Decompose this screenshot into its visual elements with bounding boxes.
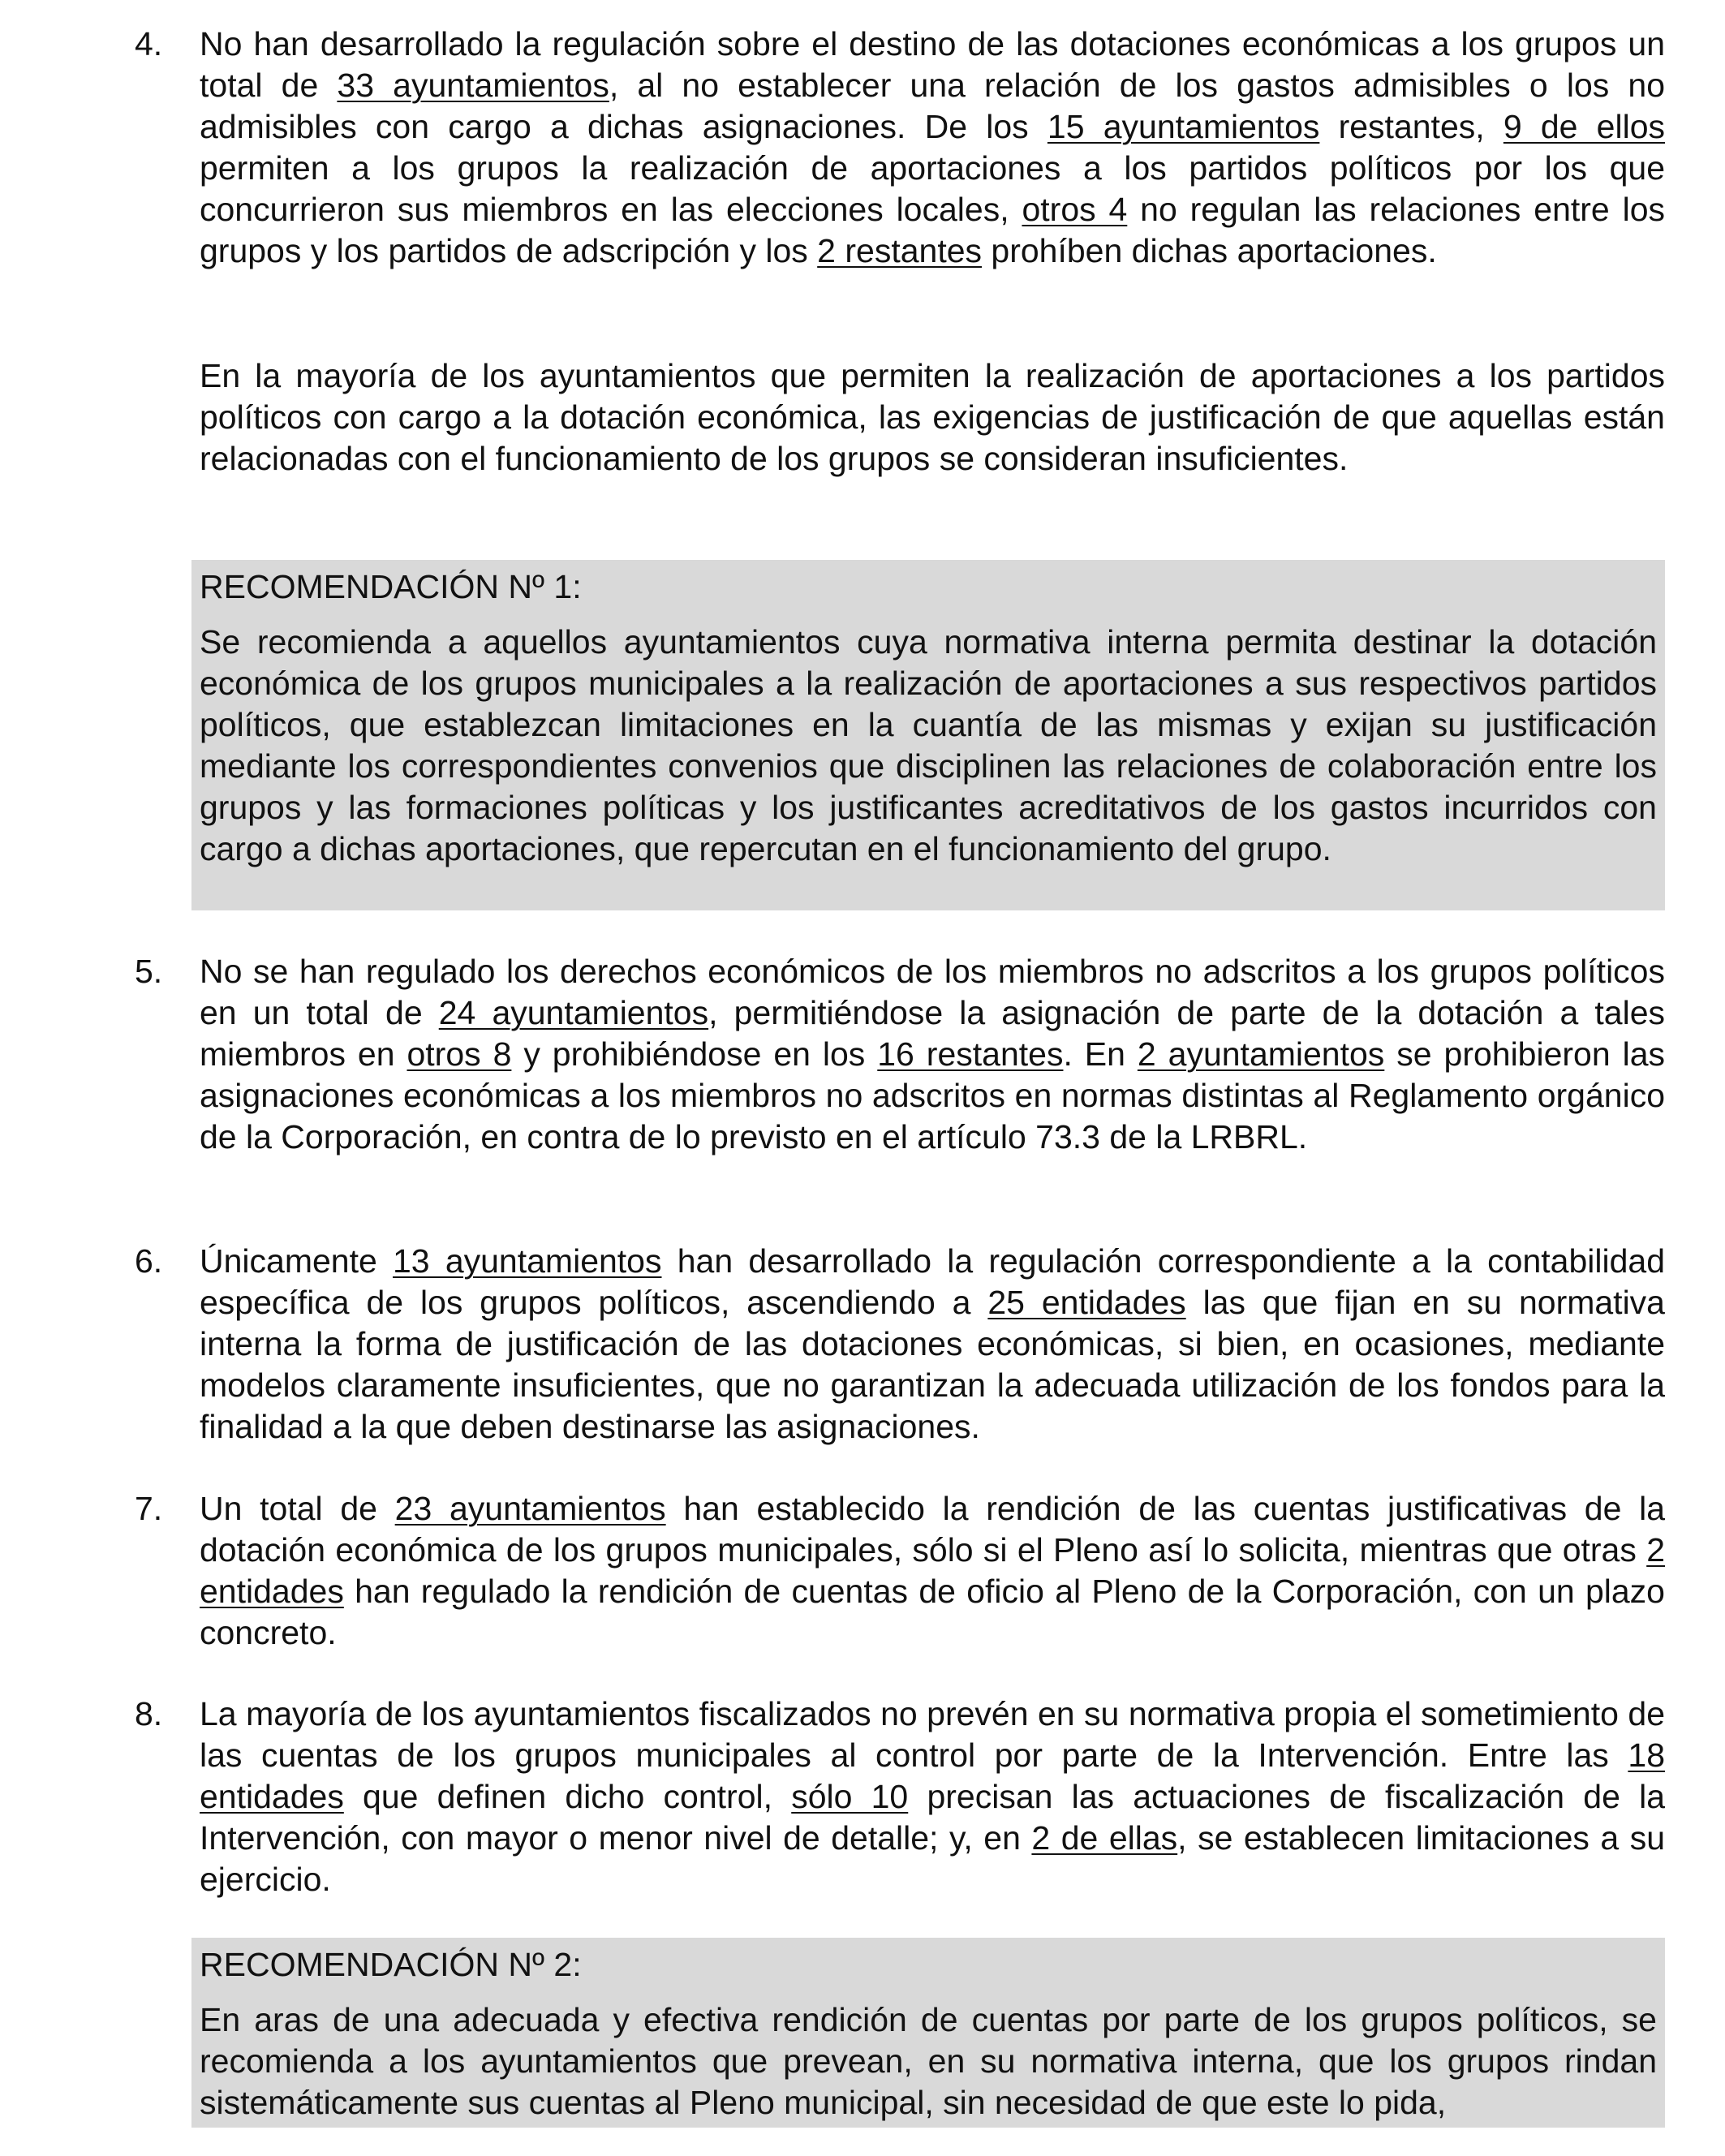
list-item-text: Únicamente 13 ayuntamientos han desarrollado la regulación correspondiente a la contabilidad específica de los grupos políticos, ascendiendo a 25 entidades las que fijan en su normativa interna la forma de justificación de las dotaciones económicas, si bien, en ocasiones, mediante modelos claramente insuficientes, que no garantizan la adecuada utilización de los fondos para la finalidad a la que deben destinarse las asignaciones.	[200, 1242, 1665, 1445]
recommendation-title: RECOMENDACIÓN Nº 2:	[200, 1946, 582, 1983]
recommendation-text: En aras de una adecuada y efectiva rendición de cuentas por parte de los grupos políticos, se recomienda a los ayuntamientos que prevean, en su normativa interna, que los grupos rindan sistemáticamente sus cuentas al Pleno municipal, sin necesidad de que este lo pida,	[200, 2001, 1657, 2121]
recommendation-title: RECOMENDACIÓN Nº 1:	[200, 568, 582, 605]
underlined-figure: 2 entidades	[200, 1531, 1665, 1610]
list-number: 6.	[135, 1242, 163, 1280]
list-item-text: No se han regulado los derechos económicos de los miembros no adscritos a los grupos políticos en un total de 24 ayuntamientos, permitiéndose la asignación de parte de la dotación a tales miembros en otros 8 y prohibiéndose en los 16 restantes. En 2 ayuntamientos se prohibieron las asignaciones económicas a los miembros no adscritos en normas distintas al Reglamento orgánico de la Corporación, en contra de lo previsto en el artículo 73.3 de la LRBRL.	[200, 953, 1666, 1155]
underlined-figure: 15 ayuntamientos	[1047, 108, 1320, 145]
underlined-figure: 16 restantes	[877, 1035, 1064, 1073]
list-number: 4.	[135, 25, 163, 62]
underlined-figure: 2 de ellas	[1031, 1819, 1178, 1857]
paragraph: En la mayoría de los ayuntamientos que permiten la realización de aportaciones a los partidos políticos con cargo a la dotación económica, las exigencias de justificación de que aquellas están relacionadas con el funcionamiento de los grupos se consideran insuficientes.	[200, 357, 1665, 477]
underlined-figure: otros 8	[407, 1035, 512, 1073]
list-number: 8.	[135, 1695, 163, 1732]
list-item-text: Un total de 23 ayuntamientos han establecido la rendición de las cuentas justificativas de la dotación económica de los grupos municipales, sólo si el Pleno así lo solicita, mientras que otras 2 entidades han regulado la rendición de cuentas de oficio al Pleno de la Corporación, con un plazo concreto.	[200, 1490, 1666, 1651]
underlined-figure: 23 ayuntamientos	[394, 1490, 666, 1527]
list-item-text: No han desarrollado la regulación sobre el destino de las dotaciones económicas a los grupos un total de 33 ayuntamientos, al no establecer una relación de los gastos admisibles o los no admisibles con cargo a dichas asignaciones. De los 15 ayuntamientos restantes, 9 de ellos permiten a los grupos la realización de aportaciones a los partidos políticos por los que concurrieron sus miembros en las elecciones locales, otros 4 no regulan las relaciones entre los grupos y los partidos de adscripción y los 2 restantes prohíben dichas aportaciones.	[200, 25, 1666, 269]
underlined-figure: 9 de ellos	[1503, 108, 1666, 145]
recommendation-text: Se recomienda a aquellos ayuntamientos cuya normativa interna permita destinar la dotación económica de los grupos municipales a la realización de aportaciones a sus respectivos partidos políticos, que establezcan limitaciones en la cuantía de las mismas y exijan su justificación mediante los correspondientes convenios que disciplinen las relaciones de colaboración entre los grupos y las formaciones políticas y los justificantes acreditativos de los gastos incurridos con cargo a dichas aportaciones, que repercutan en el funcionamiento del grupo.	[200, 623, 1657, 867]
list-number: 5.	[135, 953, 163, 990]
recommendation-box-1	[191, 560, 1665, 910]
underlined-figure: 18 entidades	[200, 1736, 1665, 1815]
underlined-figure: otros 4	[1022, 191, 1128, 228]
underlined-figure: 2 ayuntamientos	[1137, 1035, 1385, 1073]
underlined-figure: 13 ayuntamientos	[393, 1242, 662, 1280]
underlined-figure: 24 ayuntamientos	[438, 994, 709, 1031]
underlined-figure: 2 restantes	[817, 232, 983, 269]
underlined-figure: sólo 10	[791, 1778, 909, 1815]
list-item-text: La mayoría de los ayuntamientos fiscalizados no prevén en su normativa propia el sometimiento de las cuentas de los grupos municipales al control por parte de la Intervención. Entre las 18 entidades que definen dicho control, sólo 10 precisan las actuaciones de fiscalización de la Intervención, con mayor o menor nivel de detalle; y, en 2 de ellas, se establecen limitaciones a su ejercicio.	[200, 1695, 1666, 1898]
recommendation-box-2	[191, 1938, 1665, 2128]
underlined-figure: 25 entidades	[987, 1284, 1186, 1321]
underlined-figure: 33 ayuntamientos	[337, 67, 609, 104]
list-number: 7.	[135, 1490, 163, 1527]
